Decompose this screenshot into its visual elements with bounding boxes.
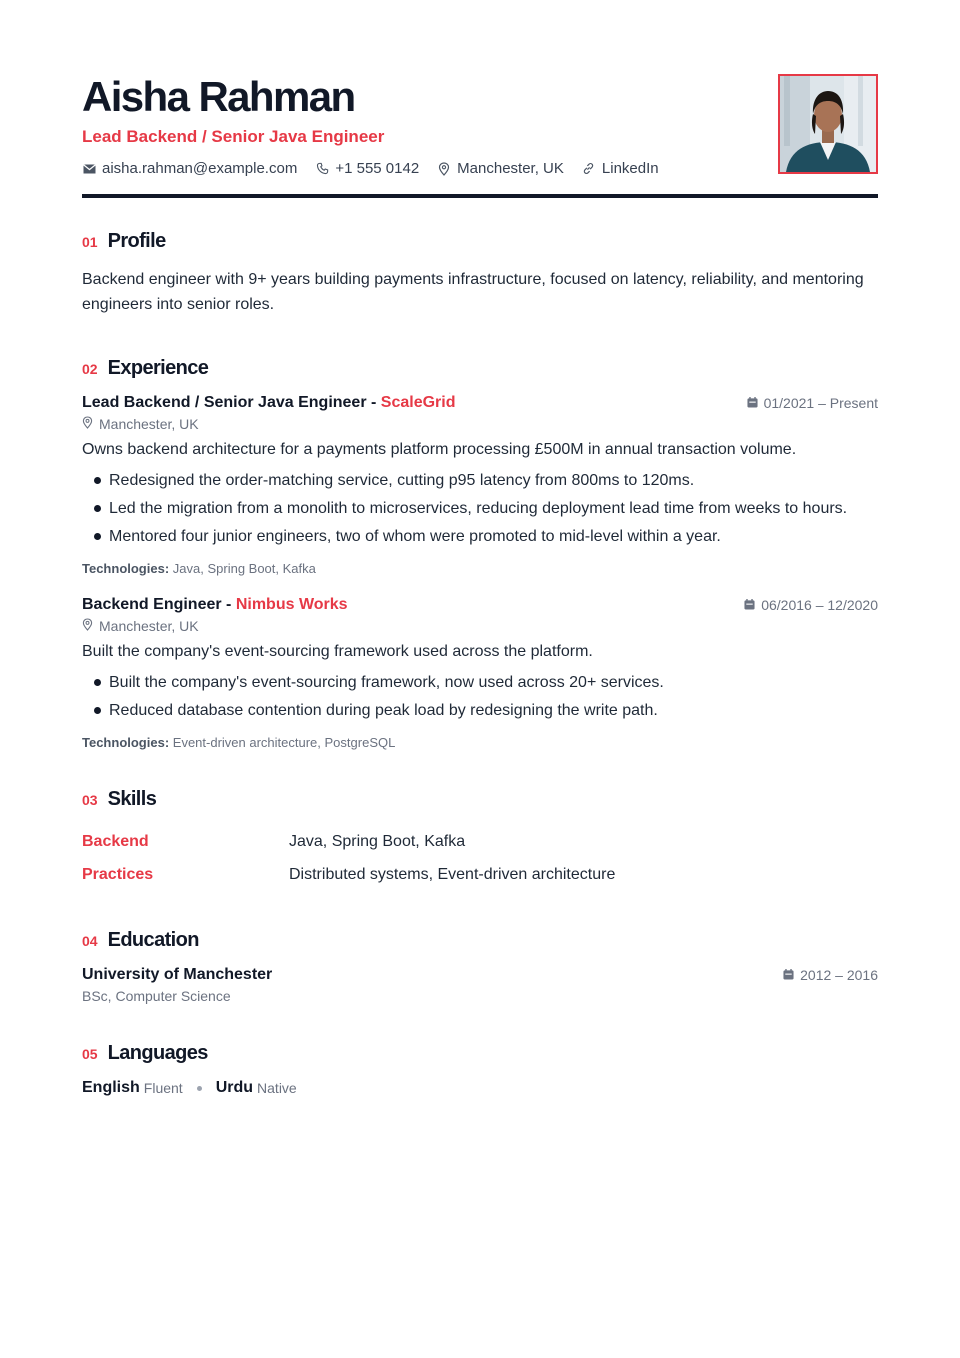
- contact-email-text: aisha.rahman@example.com: [102, 160, 298, 177]
- technologies-label: Technologies:: [82, 561, 170, 576]
- achievement-item: Reduced database contention during peak load by redesigning the write path.: [94, 698, 878, 723]
- profile-summary: Backend engineer with 9+ years building payments infrastructure, focused on latency, reliability, and mentoring engineers into senior roles.: [82, 271, 864, 313]
- job-role-title: Backend Engineer: [82, 596, 222, 613]
- section-number: 02: [82, 361, 98, 377]
- skill-row: [82, 825, 878, 858]
- school-name: University of Manchester: [82, 966, 273, 983]
- job-header: [82, 394, 878, 412]
- job-date-text: 01/2021 – Present: [763, 395, 878, 411]
- education-heading: [82, 929, 878, 952]
- skills-section: [82, 788, 878, 891]
- calendar-icon: [783, 967, 794, 983]
- education-date: [783, 967, 878, 983]
- achievement-item: Led the migration from a monolith to microservices, reducing deployment lead time from weeks to hours.: [94, 496, 878, 521]
- calendar-icon: [747, 395, 758, 411]
- contact-email[interactable]: [82, 160, 297, 177]
- contact-linkedin-text: LinkedIn: [601, 160, 659, 177]
- skill-category: Practices: [82, 866, 154, 883]
- skill-category: Backend: [82, 833, 149, 850]
- language-separator: [197, 1086, 202, 1091]
- contact-location: [437, 160, 564, 177]
- job-date: [747, 395, 878, 411]
- skills-table: [82, 825, 878, 891]
- skill-items: Distributed systems, Event-driven architecture: [289, 866, 616, 883]
- achievement-item: Mentored four junior engineers, two of whom were promoted to mid-level within a year.: [94, 524, 878, 549]
- language-level: Fluent: [143, 1080, 183, 1096]
- job-location-text: Manchester, UK: [99, 416, 199, 432]
- candidate-name: Aisha Rahman: [82, 73, 355, 120]
- achievement-item: Built the company's event-sourcing framework, now used across 20+ services.: [94, 670, 878, 695]
- calendar-icon: [744, 597, 755, 613]
- education-date-text: 2012 – 2016: [800, 967, 878, 983]
- job-date-text: 06/2016 – 12/2020: [761, 597, 878, 613]
- degree: BSc, Computer Science: [82, 988, 231, 1004]
- job-technologies: [82, 561, 878, 576]
- language-name: Urdu: [215, 1079, 254, 1096]
- skill-items: Java, Spring Boot, Kafka: [289, 833, 466, 850]
- job-role-title: Lead Backend / Senior Java Engineer: [82, 394, 367, 411]
- job-header: [82, 596, 878, 614]
- job-summary: Built the company's event-sourcing framework used across the platform.: [82, 643, 593, 660]
- job-location-text: Manchester, UK: [99, 618, 199, 634]
- section-number: 03: [82, 792, 98, 808]
- mail-icon: [82, 162, 96, 176]
- job-role: [82, 394, 455, 412]
- map-pin-icon: [82, 416, 93, 432]
- contact-linkedin[interactable]: [582, 160, 659, 177]
- job-date: [744, 597, 878, 613]
- job-entry: [82, 596, 878, 750]
- contact-location-text: Manchester, UK: [457, 160, 564, 177]
- languages-heading: [82, 1042, 878, 1065]
- job-location: [82, 416, 878, 432]
- job-role: [82, 596, 348, 614]
- section-number: 05: [82, 1046, 98, 1062]
- map-pin-icon: [82, 618, 93, 634]
- education-entry: [82, 966, 878, 1004]
- language-list: [82, 1079, 878, 1097]
- resume-header: [82, 0, 878, 198]
- technologies-list: Event-driven architecture, PostgreSQL: [172, 735, 396, 750]
- section-title: Education: [107, 929, 199, 951]
- profile-section: [82, 230, 878, 317]
- language-name: English: [82, 1079, 140, 1096]
- language-level: Native: [257, 1080, 297, 1096]
- map-pin-icon: [437, 162, 451, 176]
- education-section: [82, 929, 878, 1004]
- profile-heading: [82, 230, 878, 253]
- skill-row: [82, 858, 878, 891]
- section-title: Skills: [107, 788, 157, 810]
- skills-heading: [82, 788, 878, 811]
- section-number: 01: [82, 234, 98, 250]
- section-title: Profile: [107, 230, 166, 252]
- contact-bar: [82, 160, 878, 177]
- languages-section: [82, 1042, 878, 1097]
- phone-icon: [315, 162, 329, 176]
- contact-phone[interactable]: [315, 160, 419, 177]
- job-company: ScaleGrid: [380, 394, 456, 411]
- role-company-separator: -: [366, 394, 381, 411]
- technologies-list: Java, Spring Boot, Kafka: [172, 561, 316, 576]
- job-technologies: [82, 735, 878, 750]
- link-icon: [582, 162, 596, 176]
- experience-section: [82, 357, 878, 750]
- contact-phone-text: +1 555 0142: [335, 160, 420, 177]
- education-header: [82, 966, 878, 984]
- role-company-separator: -: [221, 596, 236, 613]
- job-achievements: [82, 670, 878, 723]
- technologies-label: Technologies:: [82, 735, 170, 750]
- section-title: Experience: [107, 357, 209, 379]
- job-entry: [82, 394, 878, 576]
- job-achievements: [82, 468, 878, 549]
- profile-photo: [778, 74, 878, 174]
- experience-heading: [82, 357, 878, 380]
- job-summary: Owns backend architecture for a payments platform processing £500M in annual transaction volume.: [82, 441, 797, 458]
- section-number: 04: [82, 933, 98, 949]
- job-location: [82, 618, 878, 634]
- candidate-title: Lead Backend / Senior Java Engineer: [82, 127, 385, 146]
- achievement-item: Redesigned the order-matching service, cutting p95 latency from 800ms to 120ms.: [94, 468, 878, 493]
- section-title: Languages: [107, 1042, 208, 1064]
- job-company: Nimbus Works: [235, 596, 348, 613]
